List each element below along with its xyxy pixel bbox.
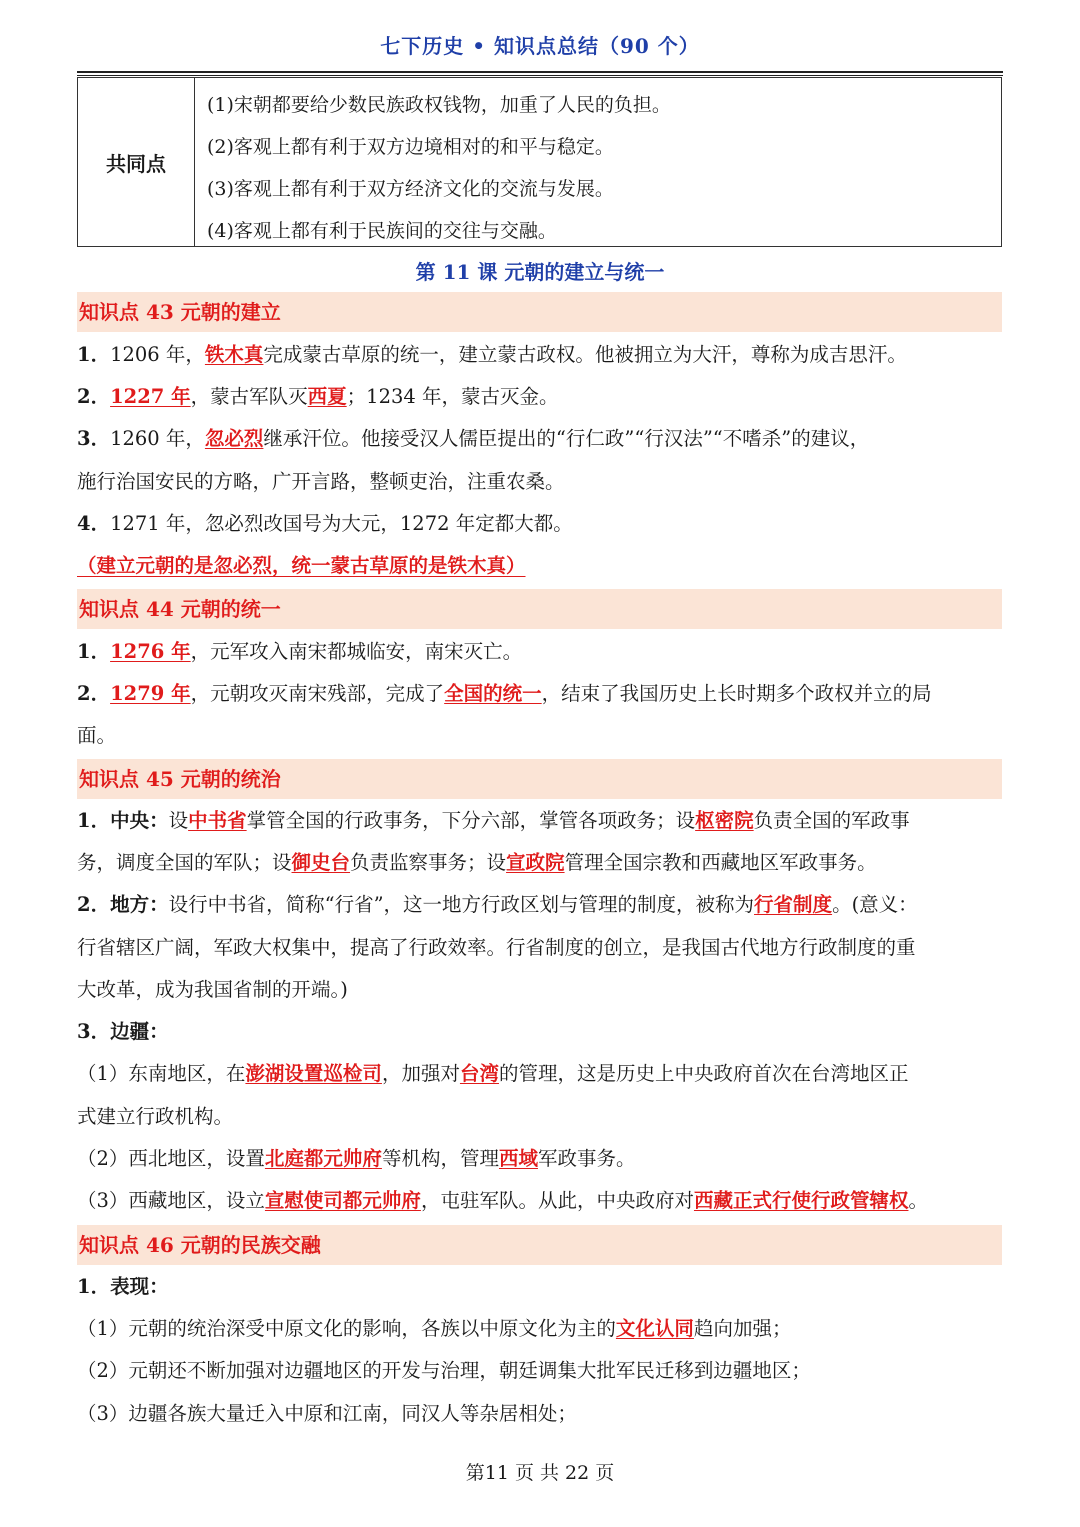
kp43-line-2 [77,383,1007,411]
text: （3）西藏地区，设立 [77,1189,265,1212]
kp46-sub-1 [77,1315,1007,1343]
key-term: 1227 年 [110,385,191,408]
kp44-line-2 [77,680,1007,708]
key-term: 御史台 [291,851,351,874]
kp43-note [77,552,1007,580]
text: 继承汗位。他接受汉人儒臣提出的“行仁政”“行汉法”“不嗜杀”的建议， [263,427,870,450]
kp45-line-1-cont [77,849,1007,877]
kp45-sub-1 [77,1060,1007,1088]
text: ，元朝攻灭南宋残部，完成了 [190,682,445,705]
knowledge-point-43-heading: 知识点 43 元朝的建立 [77,292,1002,332]
knowledge-point-45-heading: 知识点 45 元朝的统治 [77,759,1002,799]
kp45-line-3 [77,1018,1007,1046]
key-term: 台湾 [459,1062,499,1085]
page-header-title: 七下历史 • 知识点总结（90 个） [380,34,700,58]
text: 设 [168,809,189,832]
header-rule-thin [77,75,1003,76]
text: 等机构，管理 [381,1147,499,1170]
common-points-list [195,78,1001,246]
key-term: 宣政院 [506,851,565,874]
key-term: 1276 年 [110,640,191,663]
kp43-line-3 [77,425,1007,453]
kp46-sub-3: （3）边疆各族大量迁入中原和江南，同汉人等杂居相处； [77,1402,577,1425]
text: 负责监察事务；设 [350,851,507,874]
item-number: 1． [77,809,111,832]
text: 设行中书省，简称“行省”，这一地方行政区划与管理的制度，被称为 [168,893,755,916]
key-term: 北庭都元帅府 [264,1147,382,1170]
text: ，结束了我国历史上长时期多个政权并立的局 [541,682,932,705]
item-number: 3． [77,1020,111,1043]
item-label: 边疆： [110,1020,169,1043]
text: ；1234 年，蒙古灭金。 [346,385,559,408]
item-number: 2． [77,385,111,408]
knowledge-point-44-heading: 知识点 44 元朝的统一 [77,589,1002,629]
item-number: 1． [77,1275,111,1298]
kp45-sub-3 [77,1187,1007,1215]
key-term: 中书省 [188,809,247,832]
item-label: 中央： [110,809,169,832]
text: 1206 年， [110,343,205,366]
common-point-item: (2)客观上都有利于双方边境相对的和平与稳定。 [207,136,614,158]
header-rule [77,71,1003,73]
key-term: 1279 年 [110,682,191,705]
text: 。 [908,1189,928,1212]
item-number: 3． [77,427,111,450]
text: 完成蒙古草原的统一，建立蒙古政权。他被拥立为大汗，尊称为成吉思汗。 [263,343,907,366]
text: 负责全国的军政事 [753,809,910,832]
item-number: 1． [77,640,111,663]
text: （1）东南地区，在 [77,1062,246,1085]
common-point-item: (4)客观上都有利于民族间的交往与交融。 [207,220,557,242]
text: 的管理，这是历史上中央政府首次在台湾地区正 [498,1062,909,1085]
key-term: 忽必烈 [204,427,264,450]
key-term: 枢密院 [695,809,754,832]
kp46-sub-2: （2）元朝还不断加强对边疆地区的开发与治理，朝廷调集大批军民迁移到边疆地区； [77,1359,811,1382]
common-points-label: 共同点 [78,78,195,246]
text: ，元军攻入南宋都城临安，南宋灭亡。 [190,640,523,663]
kp46-line-1 [77,1273,1007,1301]
key-term: 西藏正式行使行政管辖权 [693,1189,909,1212]
knowledge-point-46-heading: 知识点 46 元朝的民族交融 [77,1225,1002,1265]
text: （2）西北地区，设置 [77,1147,265,1170]
kp43-line-3-cont: 施行治国安民的方略，广开言路，整顿吏治，注重农桑。 [77,470,565,493]
item-number: 2． [77,893,111,916]
kp45-sub-2 [77,1145,1007,1173]
kp45-line-2-cont: 行省辖区广阔，军政大权集中，提高了行政效率。行省制度的创立，是我国古代地方行政制度的重 [77,936,916,959]
text: 军政事务。 [537,1147,636,1170]
lesson-title: 第 11 课 元朝的建立与统一 [415,260,665,284]
item-label: 地方： [110,893,169,916]
common-point-item: (3)客观上都有利于双方经济文化的交流与发展。 [207,178,614,200]
text: ，蒙古军队灭 [190,385,308,408]
kp45-line-2 [77,891,1007,919]
item-label: 表现： [110,1275,169,1298]
key-term: 行省制度 [754,893,833,916]
kp45-sub-1-cont: 式建立行政机构。 [77,1105,234,1128]
text: （1）元朝的统治深受中原文化的影响，各族以中原文化为主的 [77,1317,616,1340]
key-term: 西域 [498,1147,538,1170]
common-point-item: (1)宋朝都要给少数民族政权钱物，加重了人民的负担。 [207,94,671,116]
key-note: （建立元朝的是忽必烈，统一蒙古草原的是铁木真） [77,554,526,577]
text: ，加强对 [381,1062,460,1085]
item-number: 2． [77,682,111,705]
key-term: 宣慰使司都元帅府 [264,1189,421,1212]
text: 。(意义： [832,893,918,916]
text: 管理全国宗教和西藏地区军政事务。 [564,851,877,874]
page-footer: 第11 页 共 22 页 [465,1462,615,1484]
key-term: 全国的统一 [444,682,542,705]
kp43-line-4 [77,510,1007,538]
key-term: 西夏 [307,385,347,408]
item-number: 4． [77,512,111,535]
kp45-line-1 [77,807,1007,835]
kp44-line-1 [77,638,1007,666]
text: 1260 年， [110,427,205,450]
kp43-line-1 [77,341,1007,369]
text: 务，调度全国的军队；设 [77,851,292,874]
common-points-table [77,77,1002,247]
item-number: 1． [77,343,111,366]
text: 趋向加强； [693,1317,792,1340]
key-term: 铁木真 [204,343,264,366]
text: 1271 年，忽必烈改国号为大元，1272 年定都大都。 [110,512,573,535]
key-term: 澎湖设置巡检司 [245,1062,382,1085]
text: 掌管全国的行政事务，下分六部，掌管各项政务；设 [246,809,696,832]
kp45-line-2-cont2: 大改革，成为我国省制的开端。) [77,978,348,1001]
key-term: 文化认同 [615,1317,694,1340]
text: ，屯驻军队。从此，中央政府对 [420,1189,694,1212]
kp44-line-2-cont: 面。 [77,724,117,747]
